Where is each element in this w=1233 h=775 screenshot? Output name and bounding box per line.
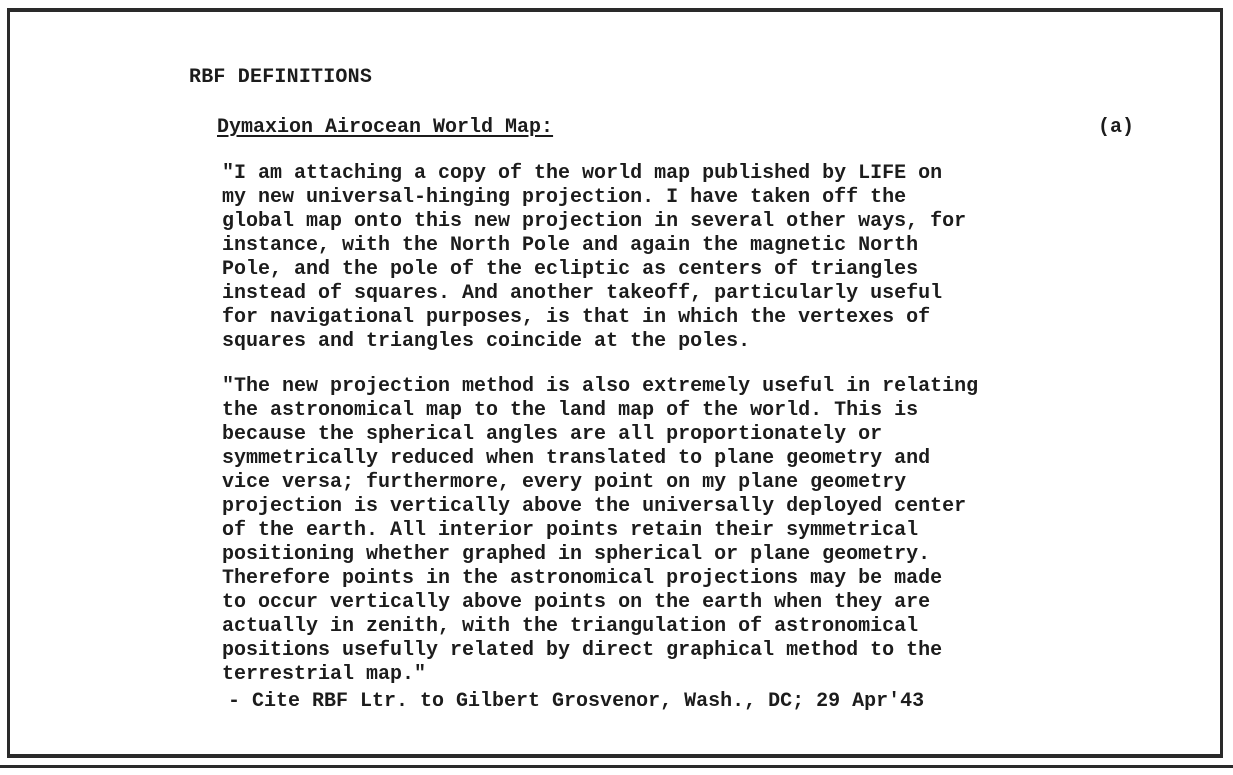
bottom-divider <box>0 765 1233 768</box>
text-line: of the earth. All interior points retain their symmetrical <box>222 519 919 542</box>
text-line: terrestrial map." <box>222 663 427 686</box>
text-line: instance, with the North Pole and again the magnetic North <box>222 234 919 257</box>
text-line: symmetrically reduced when translated to plane geometry and <box>222 447 931 470</box>
text-line: to occur vertically above points on the earth when they are <box>222 591 931 614</box>
text-line: actually in zenith, with the triangulation of astronomical <box>222 615 919 638</box>
text-line: instead of squares. And another takeoff, particularly useful <box>222 282 943 305</box>
text-line: for navigational purposes, is that in which the vertexes of <box>222 306 931 329</box>
quote-paragraph-2 <box>222 375 1122 687</box>
entry-index: (a) <box>1098 116 1135 139</box>
citation: - Cite RBF Ltr. to Gilbert Grosvenor, Wash., DC; 29 Apr'43 <box>228 690 925 713</box>
text-line: positions usefully related by direct graphical method to the <box>222 639 943 662</box>
text-line: "The new projection method is also extremely useful in relating <box>222 375 979 398</box>
text-line: global map onto this new projection in several other ways, for <box>222 210 967 233</box>
text-line: vice versa; furthermore, every point on my plane geometry <box>222 471 907 494</box>
text-line: projection is vertically above the universally deployed center <box>222 495 967 518</box>
text-line: squares and triangles coincide at the poles. <box>222 330 751 353</box>
page-heading: RBF DEFINITIONS <box>189 66 373 89</box>
entry-title: Dymaxion Airocean World Map: <box>217 116 554 139</box>
text-line: "I am attaching a copy of the world map published by LIFE on <box>222 162 943 185</box>
text-line: Therefore points in the astronomical projections may be made <box>222 567 943 590</box>
text-line: Pole, and the pole of the ecliptic as centers of triangles <box>222 258 919 281</box>
quote-paragraph-1 <box>222 162 1122 354</box>
text-line: the astronomical map to the land map of the world. This is <box>222 399 919 422</box>
text-line: because the spherical angles are all proportionately or <box>222 423 883 446</box>
text-line: positioning whether graphed in spherical or plane geometry. <box>222 543 931 566</box>
text-line: my new universal-hinging projection. I have taken off the <box>222 186 907 209</box>
